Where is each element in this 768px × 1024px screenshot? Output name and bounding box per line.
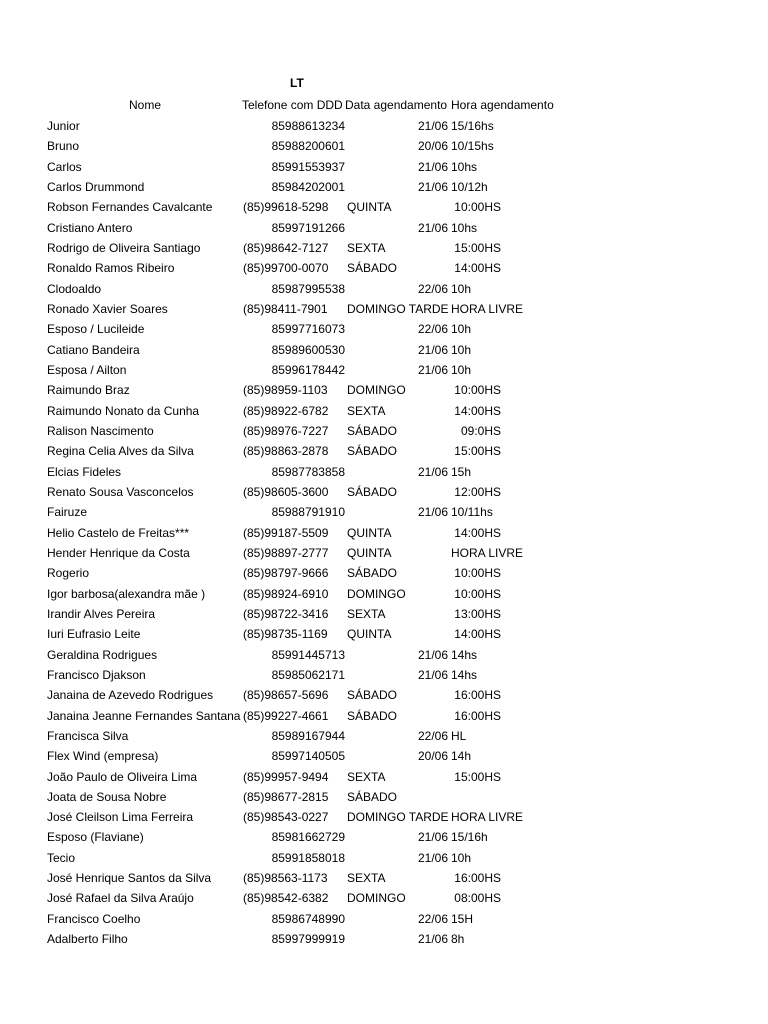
table-row [0, 827, 768, 847]
cell-data-agendamento: 21/06 [417, 220, 448, 235]
table-row [0, 136, 768, 156]
cell-nome: Ronado Xavier Soares [47, 301, 168, 316]
cell-hora-agendamento: 10:00HS [454, 200, 501, 215]
table-row [0, 197, 768, 217]
cell-hora-agendamento: 16:00HS [454, 871, 501, 886]
cell-data-agendamento: SEXTA [347, 240, 386, 255]
table-row [0, 787, 768, 807]
cell-nome: Raimundo Nonato da Cunha [47, 403, 200, 418]
cell-nome: Raimundo Braz [47, 383, 130, 398]
table-row [0, 645, 768, 665]
table-row [0, 482, 768, 502]
table-row [0, 380, 768, 400]
cell-hora-agendamento: 13:00HS [454, 606, 501, 621]
cell-hora-agendamento: 16:00HS [454, 708, 501, 723]
cell-hora-agendamento: 10/12h [451, 179, 488, 194]
cell-telefone: 85981662729 [271, 830, 345, 845]
cell-hora-agendamento: 10:00HS [454, 586, 501, 601]
cell-nome: José Rafael da Silva Araújo [47, 891, 194, 906]
cell-telefone: 85991553937 [271, 159, 345, 174]
cell-data-agendamento: SÁBADO [347, 688, 398, 703]
table-row [0, 116, 768, 136]
cell-data-agendamento: 21/06 [417, 342, 448, 357]
cell-hora-agendamento: 12:00HS [454, 484, 501, 499]
cell-hora-agendamento: 15/16h [451, 830, 488, 845]
cell-nome: Clodoaldo [47, 281, 102, 296]
cell-telefone: (85)99227-4661 [243, 708, 329, 723]
cell-data-agendamento: SEXTA [347, 606, 386, 621]
cell-nome: Francisca Silva [47, 728, 129, 743]
cell-telefone: (85)98411-7901 [243, 301, 328, 316]
cell-telefone: 85996178442 [271, 362, 345, 377]
cell-telefone: (85)98735-1169 [243, 627, 328, 642]
cell-hora-agendamento: 10:00HS [454, 383, 501, 398]
cell-nome: Francisco Coelho [47, 911, 141, 926]
cell-telefone: (85)98642-7127 [243, 240, 329, 255]
cell-hora-agendamento: 14:00HS [454, 403, 501, 418]
cell-nome: Carlos [47, 159, 82, 174]
cell-nome: Robson Fernandes Cavalcante [47, 200, 213, 215]
cell-telefone: 85988791910 [271, 505, 345, 520]
table-row [0, 502, 768, 522]
table-row [0, 868, 768, 888]
table-row [0, 360, 768, 380]
cell-data-agendamento: SÁBADO [347, 261, 398, 276]
table-row [0, 909, 768, 929]
cell-telefone: (85)99187-5509 [243, 525, 329, 540]
table-row [0, 584, 768, 604]
cell-hora-agendamento: 08:00HS [454, 891, 501, 906]
cell-hora-agendamento: HL [451, 728, 467, 743]
table-row [0, 746, 768, 766]
cell-data-agendamento: SEXTA [347, 403, 386, 418]
cell-telefone: (85)99700-0070 [243, 261, 329, 276]
table-row [0, 218, 768, 238]
cell-nome: Ralison Nascimento [47, 423, 154, 438]
cell-hora-agendamento: 14:00HS [454, 627, 501, 642]
cell-nome: Adalberto Filho [47, 932, 128, 947]
cell-telefone: 85986748990 [271, 911, 345, 926]
cell-telefone: 85987783858 [271, 464, 345, 479]
table-row [0, 807, 768, 827]
cell-data-agendamento: 22/06 [417, 728, 448, 743]
cell-data-agendamento: SÁBADO [347, 484, 398, 499]
cell-hora-agendamento: 14h [451, 749, 472, 764]
cell-data-agendamento: SÁBADO [347, 566, 398, 581]
cell-data-agendamento: SÁBADO [347, 444, 398, 459]
cell-telefone: (85)98563-1173 [243, 871, 328, 886]
cell-hora-agendamento: 10h [451, 362, 472, 377]
cell-data-agendamento: DOMINGO [347, 891, 406, 906]
cell-nome: Geraldina Rodrigues [47, 647, 158, 662]
cell-hora-agendamento: 15h [451, 464, 472, 479]
cell-nome: Janaina de Azevedo Rodrigues [47, 688, 214, 703]
cell-nome: Esposo / Lucileide [47, 322, 145, 337]
cell-telefone: (85)98542-6382 [243, 891, 329, 906]
cell-hora-agendamento: 10h [451, 281, 472, 296]
table-row [0, 706, 768, 726]
cell-data-agendamento: DOMINGO [347, 586, 406, 601]
cell-hora-agendamento: HORA LIVRE [451, 810, 524, 825]
cell-data-agendamento: DOMINGO TARDE [347, 810, 449, 825]
cell-data-agendamento: 22/06 [417, 911, 448, 926]
cell-nome: Elcias Fideles [47, 464, 122, 479]
cell-nome: Esposo (Flaviane) [47, 830, 144, 845]
table-row [0, 299, 768, 319]
cell-data-agendamento: 21/06 [417, 159, 448, 174]
table-row [0, 157, 768, 177]
table-row [0, 238, 768, 258]
cell-telefone: 85989600530 [271, 342, 345, 357]
cell-telefone: 85985062171 [271, 667, 345, 682]
cell-data-agendamento: SEXTA [347, 769, 386, 784]
cell-telefone: 85988200601 [271, 139, 345, 154]
cell-telefone: 85997716073 [271, 322, 345, 337]
table-row [0, 319, 768, 339]
cell-telefone: (85)98976-7227 [243, 423, 329, 438]
cell-hora-agendamento: 10h [451, 850, 472, 865]
cell-data-agendamento: 22/06 [417, 281, 448, 296]
header-telefone: Telefone com DDD [242, 98, 343, 112]
cell-nome: Janaina Jeanne Fernandes Santana [47, 708, 241, 723]
table-row [0, 462, 768, 482]
cell-data-agendamento: QUINTA [347, 525, 392, 540]
cell-nome: Cristiano Antero [47, 220, 133, 235]
cell-telefone: 85997140505 [271, 749, 345, 764]
cell-telefone: 85984202001 [271, 179, 345, 194]
cell-data-agendamento: SEXTA [347, 871, 386, 886]
cell-nome: Junior [47, 119, 80, 133]
cell-telefone: 85989167944 [271, 728, 345, 743]
cell-hora-agendamento: 10:00HS [454, 566, 501, 581]
cell-telefone: 85991858018 [271, 850, 345, 865]
cell-hora-agendamento: 14:00HS [454, 261, 501, 276]
cell-nome: Francisco Djakson [47, 667, 146, 682]
cell-nome: Irandir Alves Pereira [47, 606, 156, 621]
cell-telefone: (85)98722-3416 [243, 606, 329, 621]
cell-data-agendamento: 20/06 [417, 749, 448, 764]
cell-hora-agendamento: 10/11hs [451, 505, 493, 520]
cell-data-agendamento: 21/06 [417, 505, 448, 520]
table-row [0, 685, 768, 705]
table-row [0, 279, 768, 299]
cell-telefone: (85)98605-3600 [243, 484, 329, 499]
cell-nome: Tecio [47, 850, 76, 865]
cell-telefone: (85)98863-2878 [243, 444, 329, 459]
cell-telefone: 85997191266 [271, 220, 345, 235]
cell-data-agendamento: QUINTA [347, 200, 392, 215]
cell-hora-agendamento: 10hs [451, 159, 478, 174]
cell-telefone: 85991445713 [271, 647, 345, 662]
cell-hora-agendamento: HORA LIVRE [451, 301, 524, 316]
cell-nome: Hender Henrique da Costa [47, 545, 190, 560]
cell-hora-agendamento: 15:00HS [454, 444, 501, 459]
cell-nome: Igor barbosa(alexandra mãe ) [47, 586, 206, 601]
cell-telefone: (85)99957-9494 [243, 769, 329, 784]
table-row [0, 726, 768, 746]
cell-hora-agendamento: 8h [451, 932, 465, 947]
cell-data-agendamento: 20/06 [417, 139, 448, 154]
cell-nome: José Cleilson Lima Ferreira [47, 810, 194, 825]
cell-hora-agendamento: 10hs [451, 220, 478, 235]
cell-hora-agendamento: HORA LIVRE [451, 545, 524, 560]
cell-telefone: 85987995538 [271, 281, 345, 296]
cell-hora-agendamento: 15:00HS [454, 240, 501, 255]
cell-telefone: (85)98959-1103 [243, 383, 328, 398]
table-row [0, 543, 768, 563]
data-rows [0, 116, 768, 949]
cell-data-agendamento: 21/06 [417, 647, 448, 662]
cell-nome: Iuri Eufrasio Leite [47, 627, 141, 642]
cell-telefone: 85997999919 [271, 932, 345, 947]
cell-data-agendamento: 21/06 [417, 179, 448, 194]
cell-data-agendamento: 21/06 [417, 667, 448, 682]
cell-data-agendamento: SÁBADO [347, 708, 398, 723]
cell-telefone: (85)98677-2815 [243, 789, 329, 804]
cell-nome: Rodrigo de Oliveira Santiago [47, 240, 201, 255]
cell-nome: João Paulo de Oliveira Lima [47, 769, 198, 784]
table-row [0, 767, 768, 787]
cell-data-agendamento: QUINTA [347, 545, 392, 560]
cell-telefone: (85)99618-5298 [243, 200, 329, 215]
cell-nome: Regina Celia Alves da Silva [47, 444, 194, 459]
cell-nome: José Henrique Santos da Silva [47, 871, 212, 886]
cell-data-agendamento: DOMINGO TARDE [347, 301, 449, 316]
cell-hora-agendamento: 10h [451, 342, 472, 357]
cell-nome: Rogerio [47, 566, 90, 581]
cell-nome: Flex Wind (empresa) [47, 749, 159, 764]
cell-data-agendamento: 21/06 [417, 932, 448, 947]
sheet-title: LT [290, 76, 304, 90]
cell-data-agendamento: 21/06 [417, 830, 448, 845]
cell-data-agendamento: 21/06 [417, 850, 448, 865]
cell-hora-agendamento: 15:00HS [454, 769, 501, 784]
cell-telefone: (85)98922-6782 [243, 403, 329, 418]
cell-telefone: (85)98897-2777 [243, 545, 329, 560]
cell-nome: Catiano Bandeira [47, 342, 140, 357]
cell-telefone: 85988613234 [271, 119, 345, 133]
cell-data-agendamento: 21/06 [417, 362, 448, 377]
cell-hora-agendamento: 14hs [451, 667, 478, 682]
cell-hora-agendamento: 09:0HS [460, 423, 501, 438]
cell-data-agendamento: 21/06 [417, 119, 448, 133]
cell-telefone: (85)98797-9666 [243, 566, 329, 581]
cell-hora-agendamento: 15H [451, 911, 474, 926]
table-row [0, 624, 768, 644]
cell-hora-agendamento: 10h [451, 322, 472, 337]
table-row [0, 340, 768, 360]
table-row [0, 258, 768, 278]
cell-hora-agendamento: 14:00HS [454, 525, 501, 540]
table-row [0, 604, 768, 624]
header-hora-agendamento: Hora agendamento [451, 98, 554, 112]
cell-data-agendamento: DOMINGO [347, 383, 406, 398]
header-data-agendamento: Data agendamento [345, 98, 448, 112]
table-row [0, 665, 768, 685]
cell-telefone: (85)98924-6910 [243, 586, 329, 601]
cell-hora-agendamento: 15/16hs [451, 119, 494, 133]
cell-nome: Bruno [47, 139, 80, 154]
table-row [0, 848, 768, 868]
cell-nome: Esposa / Ailton [47, 362, 127, 377]
table-row [0, 441, 768, 461]
cell-nome: Joata de Sousa Nobre [47, 789, 167, 804]
table-row [0, 401, 768, 421]
cell-nome: Ronaldo Ramos Ribeiro [47, 261, 175, 276]
table-row [0, 563, 768, 583]
cell-data-agendamento: 21/06 [417, 464, 448, 479]
cell-telefone: (85)98657-5696 [243, 688, 329, 703]
cell-data-agendamento: QUINTA [347, 627, 392, 642]
table-row [0, 523, 768, 543]
table-row [0, 421, 768, 441]
cell-hora-agendamento: 10/15hs [451, 139, 494, 154]
cell-nome: Renato Sousa Vasconcelos [47, 484, 194, 499]
cell-hora-agendamento: 14hs [451, 647, 478, 662]
cell-nome: Fairuze [47, 505, 88, 520]
cell-data-agendamento: SÁBADO [347, 789, 398, 804]
table-row [0, 929, 768, 949]
cell-nome: Carlos Drummond [47, 179, 145, 194]
cell-data-agendamento: SÁBADO [347, 423, 398, 438]
cell-nome: Helio Castelo de Freitas*** [47, 525, 190, 540]
cell-telefone: (85)98543-0227 [243, 810, 329, 825]
table-row [0, 177, 768, 197]
header-nome: Nome [128, 98, 161, 112]
table-row [0, 888, 768, 908]
cell-data-agendamento: 22/06 [417, 322, 448, 337]
cell-hora-agendamento: 16:00HS [454, 688, 501, 703]
